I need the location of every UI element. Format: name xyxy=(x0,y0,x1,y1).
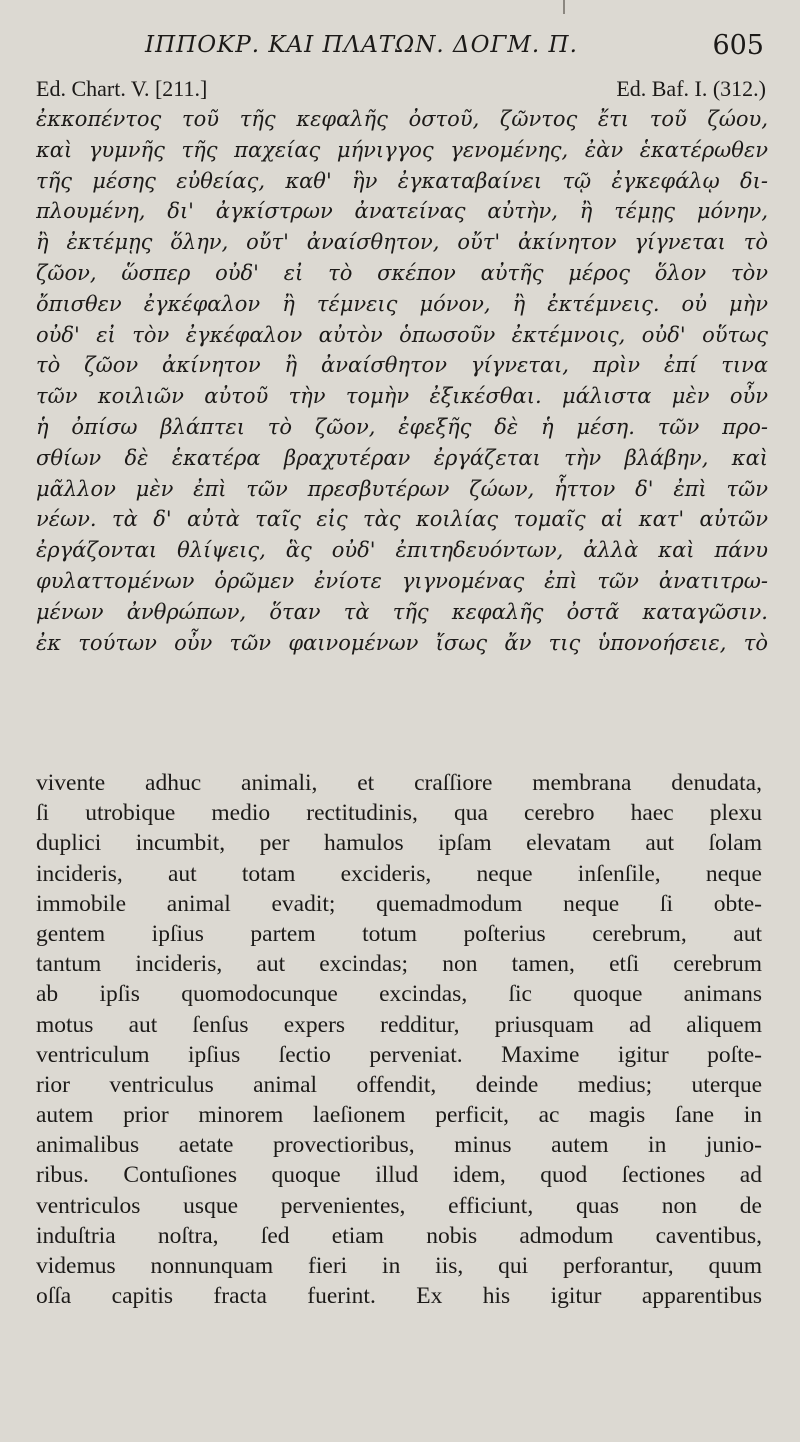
greek-text-line: ἐκ τούτων οὖν τῶν φαινομένων ἴσως ἄν τις ὑπονοήσειε, τὸ xyxy=(36,630,768,655)
greek-text-line: ἢ ἐκτέμῃς ὅλην, οὔτ' ἀναίσθητον, οὔτ' ἀκίνητον γίγνεται τὸ xyxy=(36,230,768,255)
greek-text-line: καὶ γυμνῆς τῆς παχείας μήνιγγος γενομένης, ἐὰν ἑκατέρωθεν xyxy=(36,137,768,162)
latin-text-line: incideris, aut totam excideris, neque inſenſile, neque xyxy=(36,860,762,887)
edition-bas-reference: Ed. Baf. I. (312.) xyxy=(616,76,766,101)
latin-text-line: autem prior minorem laeſionem perficit, ac magis ſane in xyxy=(36,1102,762,1129)
latin-text-line: animalibus aetate provectioribus, minus autem in junio- xyxy=(36,1132,762,1159)
greek-text-line: νέων. τὰ δ' αὐτὰ ταῖς εἰς τὰς κοιλίας τομαῖς αἱ κατ' αὐτῶν xyxy=(36,507,768,532)
greek-text-line: τῶν κοιλιῶν αὐτοῦ τὴν τομὴν ἐξικέσθαι. μάλιστα μὲν οὖν xyxy=(36,384,768,409)
greek-text-line: ὄπισθεν ἐγκέφαλον ἢ τέμνεις μόνον, ἢ ἐκτέμνεις. οὐ μὴν xyxy=(36,291,768,316)
greek-text-line: τῆς μέσης εὐθείας, καθ' ἣν ἐγκαταβαίνει τῷ ἐγκεφάλῳ δι- xyxy=(36,168,768,193)
greek-text-line: τὸ ζῶον ἀκίνητον ἢ ἀναίσθητον γίγνεται, πρὶν ἐπί τινα xyxy=(36,353,768,378)
latin-text-line: ribus. Contuſiones quoque illud idem, quod ſectiones ad xyxy=(36,1162,762,1189)
greek-text-line: μένων ἀνθρώπων, ὅταν τὰ τῆς κεφαλῆς ὀστᾶ καταγῶσιν. xyxy=(36,599,768,624)
greek-text-line: πλουμένη, δι' ἀγκίστρων ἀνατείνας αὐτὴν, ἢ τέμῃς μόνην, xyxy=(36,199,768,224)
latin-text-line: motus aut ſenſus expers redditur, priusquam ad aliquem xyxy=(36,1011,762,1038)
greek-text-line: ἐκκοπέντος τοῦ τῆς κεφαλῆς ὀστοῦ, ζῶντος ἔτι τοῦ ζώου, xyxy=(36,107,768,131)
greek-text-block xyxy=(36,104,768,658)
running-title: ΙΠΠΟΚΡ. ΚΑΙ ΠΛΑΤΩΝ. ΔΟΓΜ. Π. xyxy=(145,32,578,58)
edition-references xyxy=(36,76,766,106)
latin-text-line: gentem ipſius partem totum poſterius cerebrum, aut xyxy=(36,920,762,947)
greek-text-line: σθίων δὲ ἑκατέρα βραχυτέραν ἐργάζεται τὴν βλάβην, καὶ xyxy=(36,445,768,470)
edition-chart-reference: Ed. Chart. V. [211.] xyxy=(36,76,208,101)
latin-text-line: ventriculum ipſius ſectio perveniat. Maxime igitur poſte- xyxy=(36,1041,762,1068)
latin-text-line: vivente adhuc animali, et craſſiore membrana denudata, xyxy=(36,770,762,796)
latin-text-line: videmus nonnunquam fieri in iis, qui perforantur, quum xyxy=(36,1253,762,1279)
latin-text-line: duplici incumbit, per hamulos ipſam elevatam aut ſolam xyxy=(36,830,762,857)
greek-text-line: φυλαττομένων ὁρῶμεν ἐνίοτε γιγνομένας ἐπὶ τῶν ἀνατιτρω- xyxy=(36,568,768,593)
latin-text-line: immobile animal evadit; quemadmodum neque ſi obte- xyxy=(36,890,762,917)
latin-text-line: ſi utrobique medio rectitudinis, qua cerebro haec plexu xyxy=(36,800,762,827)
latin-text-line: oſſa capitis fracta fuerint. Ex his igitur apparentibus xyxy=(36,1283,762,1310)
greek-text-line: οὐδ' εἰ τὸν ἐγκέφαλον αὐτὸν ὁπωσοῦν ἐκτέμνοις, οὐδ' οὕτως xyxy=(36,322,768,347)
latin-text-line: ab ipſis quomodocunque excindas, ſic quoque animans xyxy=(36,981,762,1008)
latin-text-line: rior ventriculus animal offendit, deinde medius; uterque xyxy=(36,1071,762,1098)
greek-text-line: ζῶον, ὥσπερ οὐδ' εἰ τὸ σκέπον αὐτῆς μέρος ὅλον τὸν xyxy=(36,260,768,285)
page-number: 605 xyxy=(712,30,764,61)
greek-text-line: ἐργάζονται θλίψεις, ἃς οὐδ' ἐπιτηδευόντων, ἀλλὰ καὶ πάνυ xyxy=(36,538,768,563)
latin-text-line: ventriculos usque pervenientes, efficiunt, quas non de xyxy=(36,1192,762,1219)
latin-text-block xyxy=(36,768,762,1311)
running-head xyxy=(0,26,800,62)
greek-text-line: μᾶλλον μὲν ἐπὶ τῶν πρεσβυτέρων ζώων, ἧττον δ' ἐπὶ τῶν xyxy=(36,476,768,501)
greek-text-line: ἡ ὀπίσω βλάπτει τὸ ζῶον, ἐφεξῆς δὲ ἡ μέση. τῶν προ- xyxy=(36,414,768,439)
latin-text-line: tantum incideris, aut excindas; non tamen, etſi cerebrum xyxy=(36,951,762,978)
margin-mark xyxy=(563,0,565,14)
latin-text-line: induſtria noſtra, ſed etiam nobis admodum caventibus, xyxy=(36,1222,762,1249)
